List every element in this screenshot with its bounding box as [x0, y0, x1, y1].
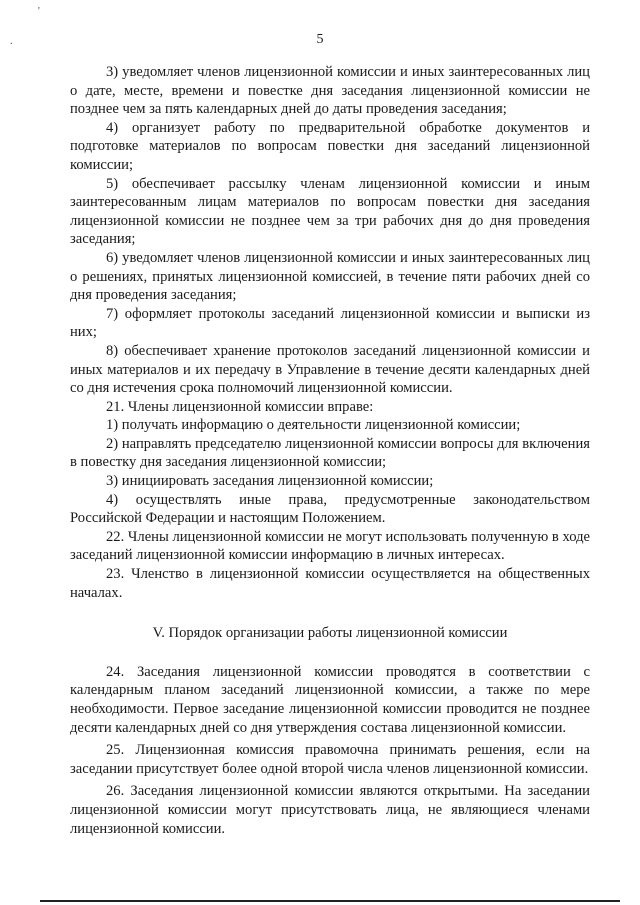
paragraph: 7) оформляет протоколы заседаний лицензионной комиссии и выписки из них; — [70, 305, 590, 341]
paragraph: 22. Члены лицензионной комиссии не могут использовать полученную в ходе заседаний лицензионной комиссии информацию в личных интересах. — [70, 528, 590, 564]
document-body — [70, 63, 590, 838]
paragraph: 21. Члены лицензионной комиссии вправе: — [106, 398, 374, 415]
page-number: 5 — [316, 32, 324, 47]
paragraph: 2) направлять председателю лицензионной комиссии вопросы для включения в повестку дня заседания лицензионной комиссии; — [70, 435, 590, 471]
page-bottom-edge — [40, 900, 620, 902]
paragraph: 23. Членство в лицензионной комиссии осуществляется на общественных началах. — [70, 566, 590, 601]
paragraph: 1) получать информацию о деятельности лицензионной комиссии; — [106, 417, 521, 434]
paragraph: 5) обеспечивает рассылку членам лицензионной комиссии и иным заинтересованным лицам материалов по вопросам повестки дня заседания лицензионной комиссии не позднее чем за три рабочих дня до дня проведения заседания; — [70, 175, 590, 248]
paragraph: 8) обеспечивает хранение протоколов заседаний лицензионной комиссии и иных материалов и их передачу в Управление в течение десяти календарных дней со дня истечения срока полномочий лицензионной комиссии. — [70, 342, 590, 397]
section-heading: V. Порядок организации работы лицензионной комиссии — [152, 625, 508, 642]
paragraph: 26. Заседания лицензионной комиссии являются открытыми. На заседании лицензионной комиссии могут присутствовать лица, не являющиеся членами лицензионной комиссии. — [70, 783, 590, 837]
scan-mark-top: ' — [38, 6, 40, 17]
paragraph: 3) уведомляет членов лицензионной комиссии и иных заинтересованных лиц о дате, месте, времени и повестке дня заседания лицензионной комиссии не позднее чем за пять календарных дней до даты проведения заседания; — [70, 64, 590, 118]
paragraph: 6) уведомляет членов лицензионной комиссии и иных заинтересованных лиц о решениях, принятых лицензионной комиссией, в течение пяти рабочих дней со дня проведения заседания; — [70, 249, 590, 304]
paragraph: 4) осуществлять иные права, предусмотренные законодательством Российской Федерации и настоящим Положением. — [70, 491, 590, 527]
paragraph: 25. Лицензионная комиссия правомочна принимать решения, если на заседании присутствует более одной второй числа членов лицензионной комиссии. — [70, 742, 590, 777]
paragraph: 3) инициировать заседания лицензионной комиссии; — [106, 473, 434, 490]
scan-mark-left: . — [10, 36, 13, 47]
paragraph: 4) организует работу по предварительной обработке документов и подготовке материалов по вопросам повестки дня заседаний лицензионной комиссии; — [70, 119, 590, 173]
paragraph: 24. Заседания лицензионной комиссии проводятся в соответствии с календарным планом заседаний лицензионной комиссии, а также по мере необходимости. Первое заседание лицензионной комиссии проводится не позднее десяти календарных дней со дня утверждения состава лицензионной комиссии. — [70, 663, 590, 736]
